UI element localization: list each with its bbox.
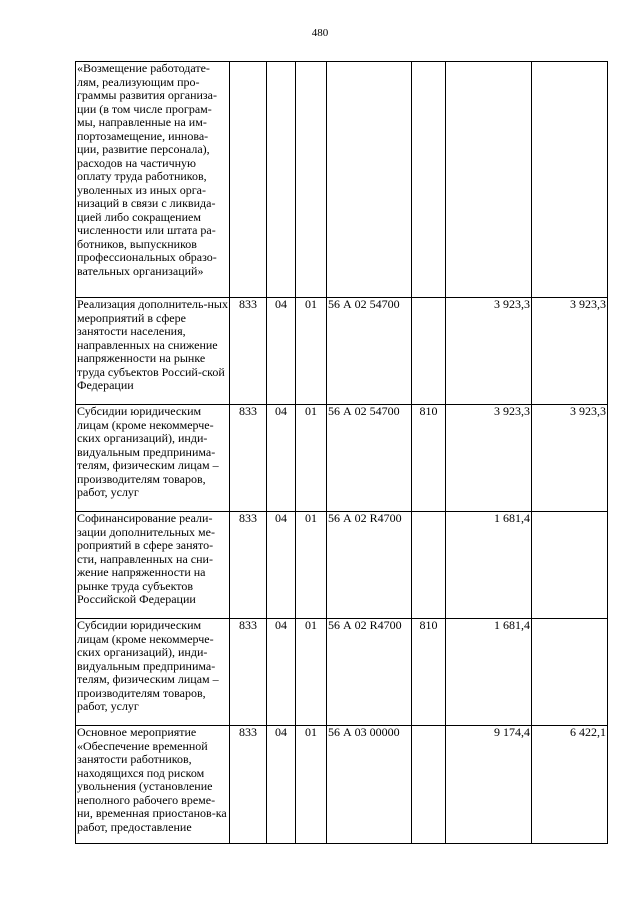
row-name: Основное мероприятие «Обеспечение временной занятости работников, находящихся под риском увольнения (установление неполного рабочего време-ни, временная приостанов-ка работ, предоставление [76, 726, 230, 844]
sum-total: 1 681,4 [446, 619, 532, 726]
expense-type [412, 298, 446, 405]
subsection-code: 01 [296, 726, 327, 844]
table-row [76, 298, 608, 405]
ministry-code: 833 [230, 619, 267, 726]
sum-total: 9 174,4 [446, 726, 532, 844]
target-article: 56 А 02 54700 [327, 405, 412, 512]
ministry-code: 833 [230, 405, 267, 512]
section-code: 04 [267, 298, 296, 405]
sum-total [446, 62, 532, 298]
sum-total: 3 923,3 [446, 298, 532, 405]
sum-federal: 3 923,3 [532, 298, 608, 405]
ministry-code [230, 62, 267, 298]
section-code: 04 [267, 405, 296, 512]
subsection-code: 01 [296, 298, 327, 405]
sum-federal: 3 923,3 [532, 405, 608, 512]
row-name: Субсидии юридическим лицам (кроме некоммерче-ских организаций), инди-видуальным предпринима-телям, физическим лицам – производителям товаров, работ, услуг [76, 619, 230, 726]
ministry-code: 833 [230, 726, 267, 844]
sum-total: 1 681,4 [446, 512, 532, 619]
section-code [267, 62, 296, 298]
ministry-code: 833 [230, 512, 267, 619]
sum-federal [532, 619, 608, 726]
subsection-code: 01 [296, 619, 327, 726]
target-article: 56 А 02 R4700 [327, 619, 412, 726]
subsection-code: 01 [296, 405, 327, 512]
target-article [327, 62, 412, 298]
row-name: Субсидии юридическим лицам (кроме некоммерче-ских организаций), инди-видуальным предпринима-телям, физическим лицам – производителям товаров, работ, услуг [76, 405, 230, 512]
sum-federal: 6 422,1 [532, 726, 608, 844]
table-row [76, 405, 608, 512]
table-row [76, 512, 608, 619]
table-row [76, 726, 608, 844]
subsection-code: 01 [296, 512, 327, 619]
expense-type: 810 [412, 619, 446, 726]
budget-table [75, 61, 608, 844]
sum-total: 3 923,3 [446, 405, 532, 512]
target-article: 56 А 02 R4700 [327, 512, 412, 619]
section-code: 04 [267, 512, 296, 619]
table-row [76, 619, 608, 726]
row-name: Реализация дополнитель-ных мероприятий в сфере занятости населения, направленных на снижение напряженности на рынке труда субъектов Россий-ской Федерации [76, 298, 230, 405]
section-code: 04 [267, 726, 296, 844]
expense-type: 810 [412, 405, 446, 512]
row-name: «Возмещение работодате-лям, реализующим про-граммы развития организа-ции (в том числе програм-мы, направленные на им-портозамещение, иннова-ции, развитие персонала), расходов на частичную оплату труда работников, уволенных из иных орга-низаций в связи с ликвида-цией либо сокращением численности или штата ра-ботников, выпускников профессиональных образо-вательных организаций» [76, 62, 230, 298]
target-article: 56 А 03 00000 [327, 726, 412, 844]
page-number: 480 [311, 27, 329, 39]
table-row [76, 62, 608, 298]
sum-federal [532, 62, 608, 298]
subsection-code [296, 62, 327, 298]
expense-type [412, 726, 446, 844]
row-name: Софинансирование реали-зации дополнительных ме-роприятий в сфере занято-сти, направленных на сни-жение напряженности на рынке труда субъектов Российской Федерации [76, 512, 230, 619]
expense-type [412, 512, 446, 619]
expense-type [412, 62, 446, 298]
target-article: 56 А 02 54700 [327, 298, 412, 405]
ministry-code: 833 [230, 298, 267, 405]
section-code: 04 [267, 619, 296, 726]
sum-federal [532, 512, 608, 619]
